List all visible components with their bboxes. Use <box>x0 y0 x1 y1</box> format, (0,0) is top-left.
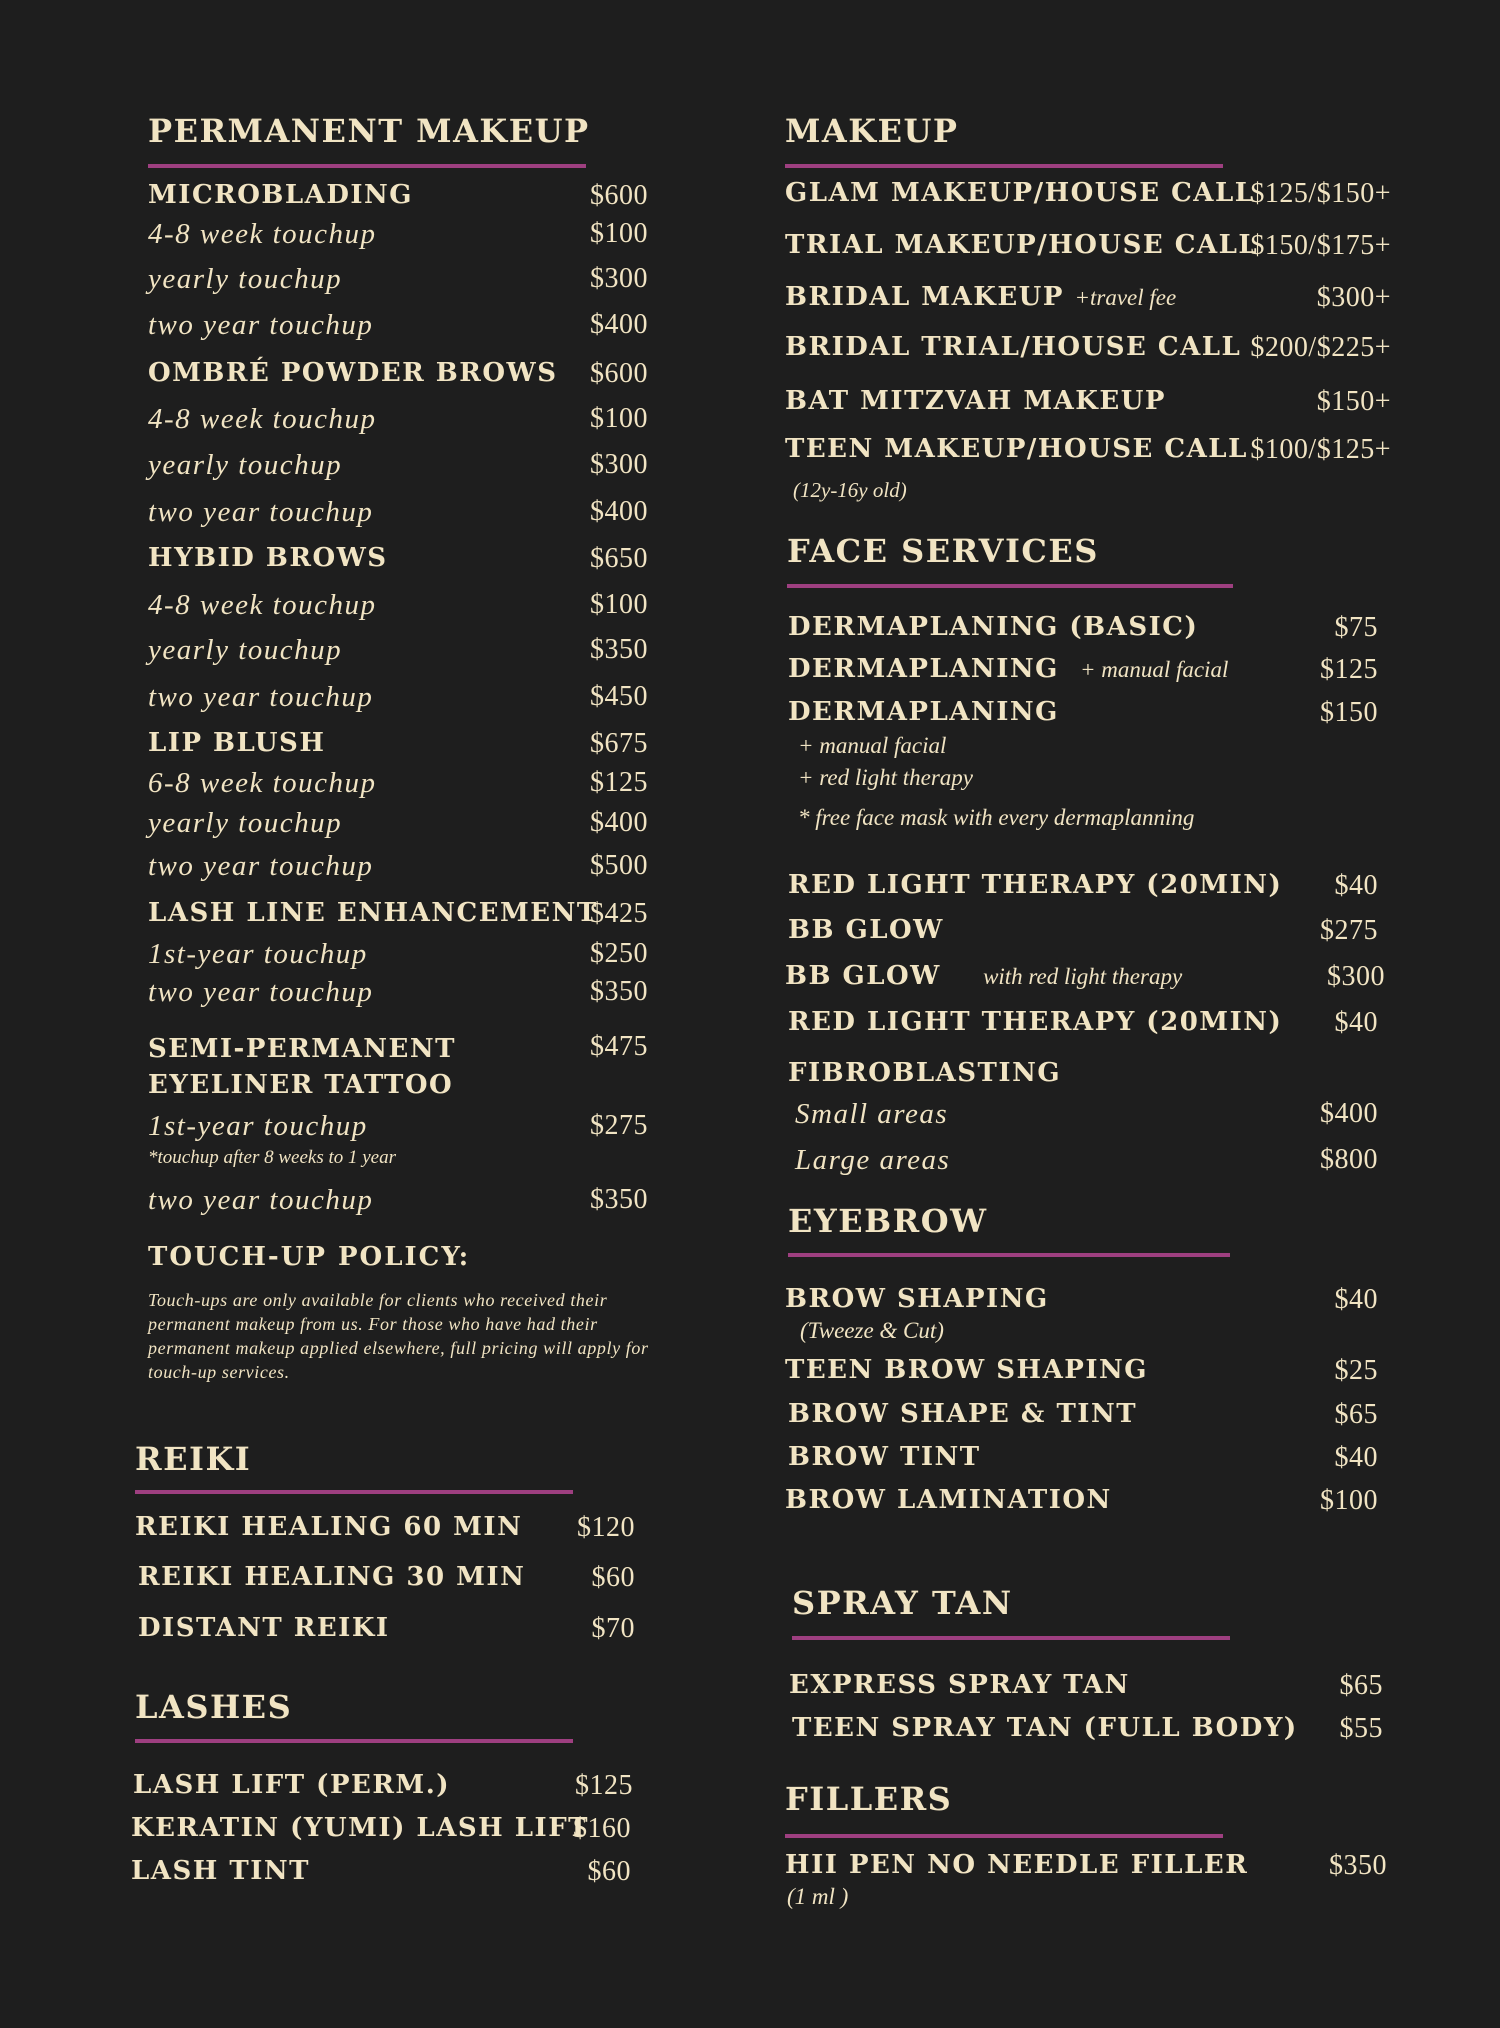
service-name: yearly touchup <box>148 807 343 839</box>
service-price: $400 <box>590 496 648 527</box>
service-price: $150+ <box>1316 386 1391 417</box>
service-note: +travel fee <box>1074 285 1177 310</box>
service-name: two year touchup <box>148 976 374 1008</box>
service-name: LIP BLUSH <box>148 728 326 758</box>
service-price: $350 <box>590 634 648 665</box>
service-price: $425 <box>590 898 648 929</box>
price-row-bb-glow <box>788 915 1378 955</box>
service-name: BROW SHAPING <box>785 1284 1049 1314</box>
service-name: EXPRESS SPRAY TAN <box>789 1670 1130 1700</box>
service-price: $125/$150+ <box>1250 178 1391 209</box>
touch-up-policy-title: TOUCH-UP POLICY: <box>148 1242 471 1272</box>
price-row-touchup <box>148 938 648 978</box>
price-row-touchup <box>148 403 648 443</box>
service-price: $100/$125+ <box>1250 434 1391 465</box>
filler-volume-note: (1 ml ) <box>787 1884 849 1909</box>
service-name: SEMI-PERMANENT EYELINER TATTOO <box>148 1034 456 1100</box>
service-price: $60 <box>587 1856 631 1887</box>
service-name: TEEN BROW SHAPING <box>785 1355 1148 1385</box>
price-row-dermaplaning-combo <box>788 697 1378 737</box>
price-row-touchup <box>148 976 648 1016</box>
section-title-eyebrow: EYEBROW <box>788 1202 988 1240</box>
section-title-reiki: REIKI <box>135 1440 252 1478</box>
service-price: $40 <box>1334 1442 1378 1473</box>
service-name: RED LIGHT THERAPY (20MIN) <box>788 870 1283 900</box>
service-price: $600 <box>590 358 648 389</box>
price-row-semi-permanent-eyeliner-tattoo <box>148 1031 648 1107</box>
price-row-hii-pen-filler <box>785 1850 1387 1890</box>
price-row-touchup <box>148 767 648 807</box>
service-price: $275 <box>590 1110 648 1141</box>
price-row-red-light-therapy <box>788 1007 1378 1047</box>
service-price: $275 <box>1320 915 1378 946</box>
brow-shaping-note: (Tweeze & Cut) <box>800 1318 944 1343</box>
service-price: $100 <box>590 403 648 434</box>
section-title-makeup: MAKEUP <box>785 112 959 150</box>
service-name: BROW SHAPE & TINT <box>788 1399 1138 1429</box>
service-name: two year touchup <box>148 1184 374 1216</box>
service-price: $300 <box>590 449 648 480</box>
service-name: OMBRÉ POWDER BROWS <box>148 358 558 388</box>
dermaplaning-mask-note: * free face mask with every dermaplanning <box>798 805 1195 830</box>
service-price: $200/$225+ <box>1250 332 1391 363</box>
service-name: DERMAPLANING (BASIC) <box>788 612 1199 642</box>
price-row-distant-reiki <box>138 1613 635 1653</box>
price-row-fibroblasting-small <box>795 1098 1378 1138</box>
price-row-fibroblasting-large <box>795 1144 1378 1184</box>
price-row-touchup <box>148 309 648 349</box>
service-name: two year touchup <box>148 681 374 713</box>
service-name: two year touchup <box>148 496 374 528</box>
price-row-touchup <box>148 449 648 489</box>
service-name <box>785 961 1182 991</box>
service-name: 4-8 week touchup <box>148 218 377 250</box>
service-price: $300+ <box>1316 282 1391 313</box>
service-name: HII PEN NO NEEDLE FILLER <box>785 1850 1249 1880</box>
service-price: $300 <box>590 263 648 294</box>
price-row-bridal-trial <box>785 332 1391 372</box>
price-row-touchup <box>148 589 648 629</box>
service-price: $125 <box>590 767 648 798</box>
service-name: BAT MITZVAH MAKEUP <box>785 386 1166 416</box>
service-price: $100 <box>590 218 648 249</box>
price-row-touchup <box>148 496 648 536</box>
service-price: $500 <box>590 850 648 881</box>
service-name <box>788 654 1228 684</box>
service-price: $400 <box>1320 1098 1378 1129</box>
service-name: 4-8 week touchup <box>148 589 377 621</box>
touch-up-policy-text: Touch-ups are only available for clients who received their permanent makeup from us. For those who have had their permanent makeup applied elsewhere, full pricing will apply for touch-up services. <box>148 1290 649 1382</box>
service-price: $100 <box>1320 1485 1378 1516</box>
price-row-fibroblasting <box>788 1058 1378 1098</box>
service-name: LASH LIFT (PERM.) <box>133 1770 451 1800</box>
service-name: BROW LAMINATION <box>785 1485 1112 1515</box>
service-name: yearly touchup <box>148 263 343 295</box>
service-name: RED LIGHT THERAPY (20MIN) <box>788 1007 1283 1037</box>
service-name: DERMAPLANING <box>788 697 1059 727</box>
price-row-brow-shape-tint <box>788 1399 1378 1439</box>
service-price: $400 <box>590 309 648 340</box>
section-title-permanent-makeup: PERMANENT MAKEUP <box>148 112 590 150</box>
price-row-keratin-lash-lift <box>131 1813 631 1853</box>
service-name: BB GLOW <box>788 915 944 945</box>
price-row-hybid-brows <box>148 543 648 583</box>
price-row-lash-line-enhancement <box>148 898 648 938</box>
service-name: TEEN MAKEUP/HOUSE CALL <box>785 434 1248 464</box>
price-row-touchup <box>148 263 648 303</box>
section-divider <box>148 164 586 168</box>
service-price: $450 <box>590 681 648 712</box>
service-name-text: DERMAPLANING <box>788 654 1059 684</box>
section-title-face-services: FACE SERVICES <box>787 532 1099 570</box>
price-row-trial-makeup <box>785 230 1391 270</box>
service-price: $150/$175+ <box>1250 230 1391 261</box>
service-name <box>785 282 1176 312</box>
section-divider <box>787 584 1233 588</box>
service-name: DISTANT REIKI <box>138 1613 390 1643</box>
service-name: two year touchup <box>148 850 374 882</box>
price-row-lash-lift <box>133 1770 633 1810</box>
price-row-lash-tint <box>131 1856 631 1896</box>
price-row-touchup <box>148 1184 648 1224</box>
service-name: MICROBLADING <box>148 180 413 210</box>
service-name: BRIDAL TRIAL/HOUSE CALL <box>785 332 1242 362</box>
service-price: $600 <box>590 180 648 211</box>
section-divider <box>135 1739 573 1743</box>
dermaplaning-addon-facial: + manual facial <box>798 733 947 758</box>
service-price: $70 <box>591 1613 635 1644</box>
service-price: $675 <box>590 728 648 759</box>
service-name: LASH TINT <box>131 1856 310 1886</box>
price-row-glam-makeup <box>785 178 1391 218</box>
price-row-lip-blush <box>148 728 648 768</box>
service-name: TRIAL MAKEUP/HOUSE CALL <box>785 230 1259 260</box>
price-row-microblading <box>148 180 648 220</box>
price-row-bridal-makeup <box>785 282 1391 322</box>
section-title-lashes: LASHES <box>135 1688 293 1726</box>
service-name: KERATIN (YUMI) LASH LIFT <box>131 1813 590 1843</box>
service-note: with red light therapy <box>983 964 1183 989</box>
eyeliner-touchup-note: *touchup after 8 weeks to 1 year <box>148 1147 397 1168</box>
service-price: $400 <box>590 807 648 838</box>
service-name: LASH LINE ENHANCEMENT <box>148 898 598 928</box>
teen-makeup-age-note: (12y-16y old) <box>793 478 907 502</box>
service-name: TEEN SPRAY TAN (FULL BODY) <box>792 1713 1298 1743</box>
service-name: Small areas <box>795 1098 949 1130</box>
service-name: REIKI HEALING 60 MIN <box>135 1512 523 1542</box>
price-row-dermaplaning-basic <box>788 612 1378 652</box>
price-row-dermaplaning-facial <box>788 654 1378 694</box>
section-divider <box>785 164 1223 168</box>
service-name: GLAM MAKEUP/HOUSE CALL <box>785 178 1255 208</box>
service-name-text: BB GLOW <box>785 961 941 991</box>
service-price: $100 <box>590 589 648 620</box>
service-price: $650 <box>590 543 648 574</box>
price-row-teen-spray-tan <box>792 1713 1383 1753</box>
price-row-brow-lamination <box>785 1485 1378 1525</box>
price-row-touchup <box>148 850 648 890</box>
section-title-fillers: FILLERS <box>785 1780 953 1818</box>
price-row-touchup <box>148 681 648 721</box>
service-price: $125 <box>1320 654 1378 685</box>
price-row-express-spray-tan <box>789 1670 1383 1710</box>
service-price: $300 <box>1327 961 1385 992</box>
service-price: $60 <box>591 1562 635 1593</box>
dermaplaning-addon-red-light: + red light therapy <box>798 765 974 790</box>
service-price: $40 <box>1334 1284 1378 1315</box>
service-price: $350 <box>590 1184 648 1215</box>
service-price: $120 <box>577 1512 635 1543</box>
service-price: $65 <box>1339 1670 1383 1701</box>
service-name-text: BRIDAL MAKEUP <box>785 282 1064 312</box>
service-price: $40 <box>1334 1007 1378 1038</box>
price-row-reiki-healing-30 <box>138 1562 635 1602</box>
price-row-bat-mitzvah-makeup <box>785 386 1391 426</box>
service-price: $150 <box>1320 697 1378 728</box>
service-price: $75 <box>1334 612 1378 643</box>
price-row-brow-tint <box>788 1442 1378 1482</box>
service-name: yearly touchup <box>148 634 343 666</box>
service-price: $475 <box>590 1031 648 1062</box>
price-row-teen-brow-shaping <box>785 1355 1378 1395</box>
price-row-touchup <box>148 1110 648 1150</box>
service-name: 1st-year touchup <box>148 938 368 970</box>
service-name: two year touchup <box>148 309 374 341</box>
service-name: FIBROBLASTING <box>788 1058 1062 1088</box>
service-price: $125 <box>575 1770 633 1801</box>
price-row-touchup <box>148 218 648 258</box>
service-price: $800 <box>1320 1144 1378 1175</box>
service-name: BROW TINT <box>788 1442 981 1472</box>
service-price: $350 <box>1329 1850 1387 1881</box>
price-row-touchup <box>148 807 648 847</box>
price-row-teen-makeup <box>785 434 1391 474</box>
price-row-reiki-healing-60 <box>135 1512 635 1552</box>
service-name: yearly touchup <box>148 449 343 481</box>
service-name: 6-8 week touchup <box>148 767 377 799</box>
service-price: $65 <box>1334 1399 1378 1430</box>
service-price: $250 <box>590 938 648 969</box>
service-price: $55 <box>1339 1713 1383 1744</box>
service-name: 4-8 week touchup <box>148 403 377 435</box>
price-row-red-light-therapy <box>788 870 1378 910</box>
service-price: $40 <box>1334 870 1378 901</box>
service-price: $160 <box>573 1813 631 1844</box>
section-divider <box>785 1834 1223 1838</box>
service-price: $350 <box>590 976 648 1007</box>
price-row-bb-glow-red-light <box>785 961 1385 1001</box>
section-divider <box>135 1490 573 1494</box>
price-row-ombre-powder-brows <box>148 358 648 398</box>
section-title-spray-tan: SPRAY TAN <box>792 1584 1013 1622</box>
service-price: $25 <box>1334 1355 1378 1386</box>
service-name: Large areas <box>795 1144 951 1176</box>
service-name: HYBID BROWS <box>148 543 388 573</box>
service-name: REIKI HEALING 30 MIN <box>138 1562 526 1592</box>
service-note: + manual facial <box>1079 657 1229 682</box>
section-divider <box>788 1253 1230 1257</box>
section-divider <box>792 1636 1230 1640</box>
price-row-touchup <box>148 634 648 674</box>
service-name: 1st-year touchup <box>148 1110 368 1142</box>
